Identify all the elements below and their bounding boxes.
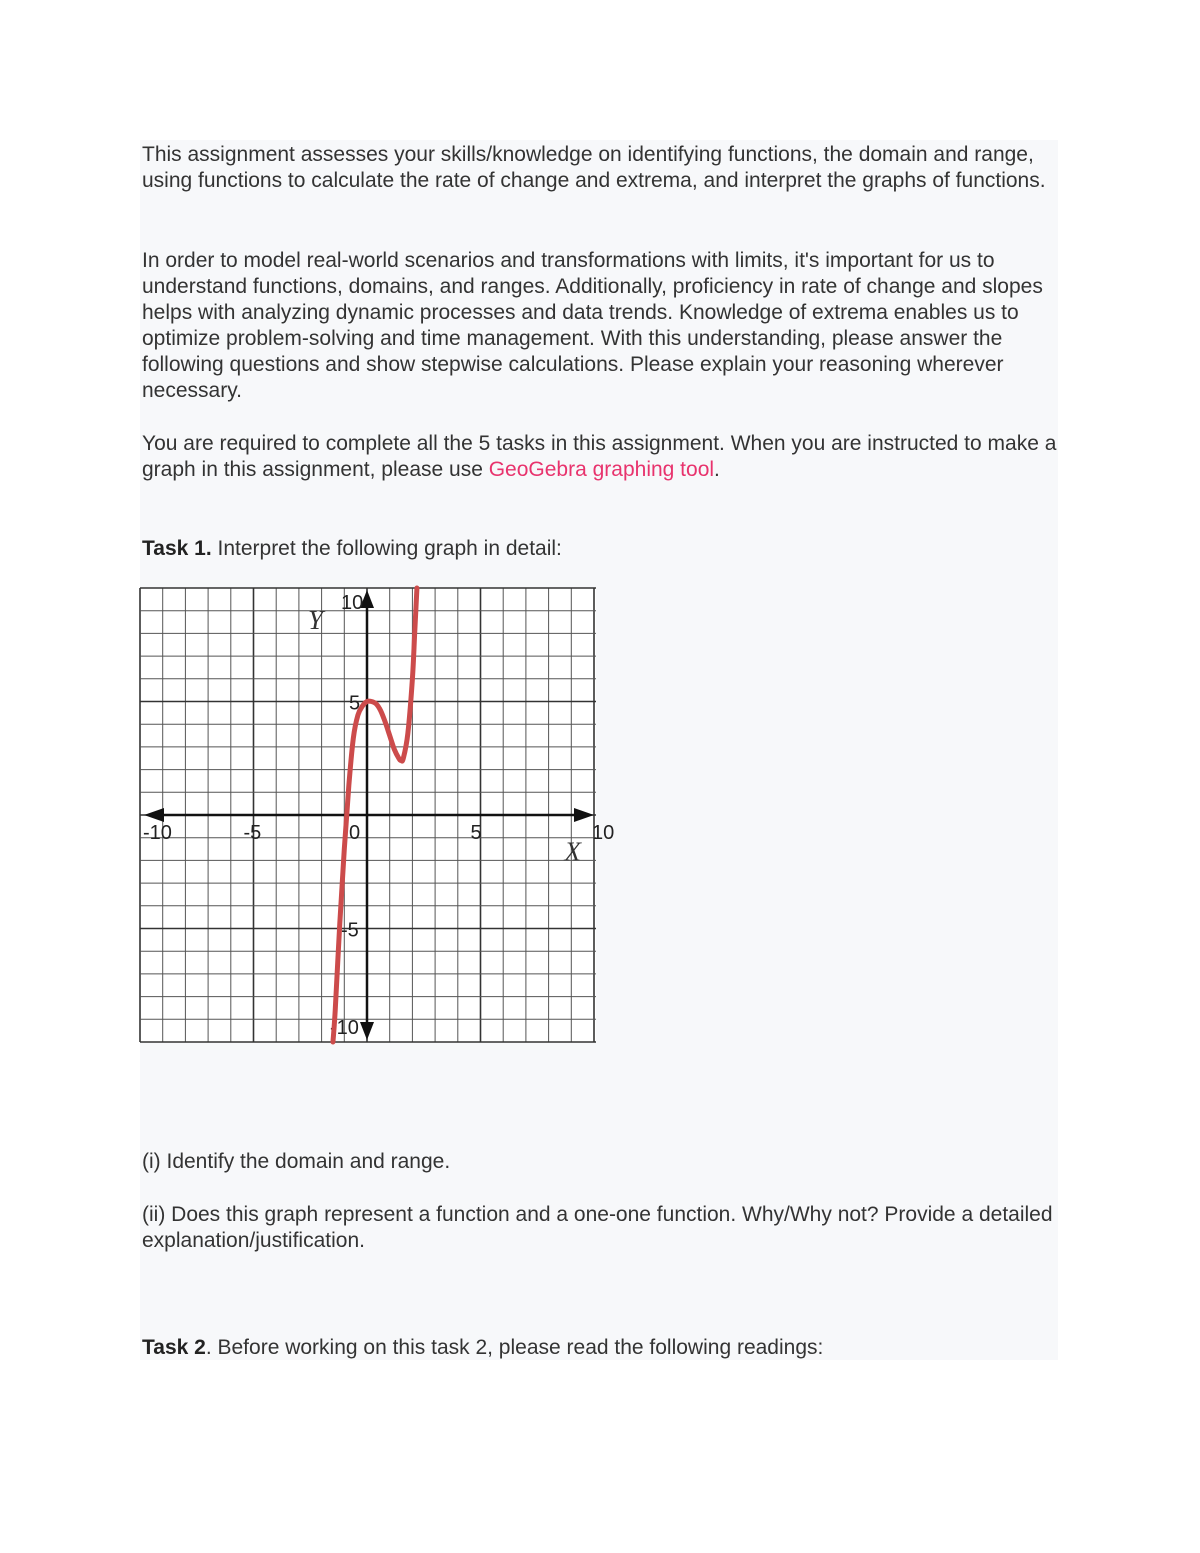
y-tick-label: 5 <box>349 692 361 715</box>
y-tick-label: 10 <box>341 592 364 614</box>
x-tick-label: 10 <box>592 822 615 844</box>
intro-paragraph-2: In order to model real-world scenarios and transformations with limits, it's important for us to understand functions, domains, and ranges. Additionally, proficiency in rate of change and slopes helps with analyzing dynamic processes and data trends. Knowledge of extrema enables us to optimize problem-solving and time management. With this understanding, please answer the following questions and show stepwise calculations. Please explain your reasoning wherever necessary. <box>142 249 1043 402</box>
task1-text: Interpret the following graph in detail: <box>211 537 562 560</box>
function-graph <box>140 588 615 1042</box>
task2-heading <box>142 1335 1058 1361</box>
intro-paragraph-3-end: . <box>714 458 720 481</box>
x-tick-label: 5 <box>470 822 482 844</box>
task2-text: . Before working on this task 2, please read the following readings: <box>205 1336 824 1359</box>
y-tick-label: -5 <box>341 919 359 942</box>
x-tick-label: -5 <box>243 822 262 844</box>
task1-question-2: (ii) Does this graph represent a function and a one-one function. Why/Why not? Provide a detailed explanation/justification. <box>142 1203 1053 1252</box>
x-axis-label: X <box>564 836 581 867</box>
y-axis-label: Y <box>307 604 324 635</box>
task1-graph <box>140 588 615 1042</box>
task1-heading <box>142 536 1058 562</box>
x-tick-label: -10 <box>143 822 172 844</box>
x-tick-label: 0 <box>349 822 361 844</box>
geogebra-link[interactable]: GeoGebra graphing tool <box>488 458 715 481</box>
y-tick-label: -10 <box>330 1017 359 1039</box>
intro-paragraph-3 <box>142 431 1058 483</box>
intro-paragraph-3-text: You are required to complete all the 5 tasks in this assignment. When you are instructed to make a graph in this assignment, please use <box>142 432 1057 481</box>
task1-label: Task 1. <box>142 537 212 560</box>
document-panel <box>140 140 1058 1360</box>
intro-paragraph-1: This assignment assesses your skills/knowledge on identifying functions, the domain and range, using functions to calculate the rate of change and extrema, and interpret the graphs of functions. <box>142 143 1046 192</box>
task2-label: Task 2 <box>142 1336 206 1359</box>
task1-question-1: (i) Identify the domain and range. <box>142 1150 451 1173</box>
